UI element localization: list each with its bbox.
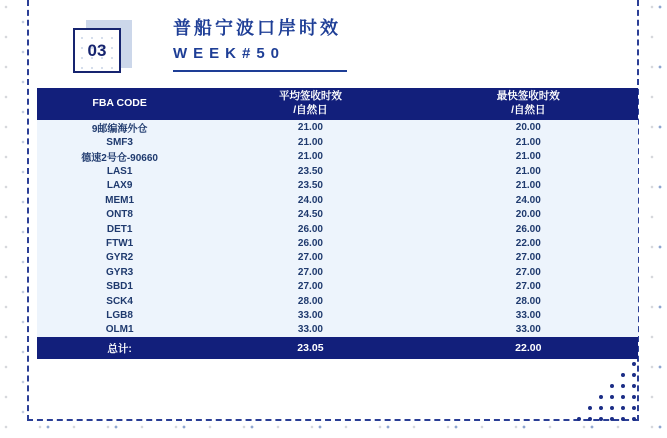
cell-fastest-time: 21.00 (515, 166, 541, 178)
cell-avg-time: 27.00 (297, 252, 323, 264)
cell-fba-code: SCK4 (106, 295, 133, 307)
header-cell-avg-time (202, 90, 418, 117)
table-row (37, 280, 638, 294)
cell-fastest-time: 20.00 (515, 209, 541, 221)
cell-fastest-time: 26.00 (515, 223, 541, 235)
header-fastest-line2: /自然日 (511, 104, 546, 116)
cell-fba-code: GYR2 (106, 252, 134, 264)
badge-number: 03 (87, 40, 107, 60)
header-avg-line2: /自然日 (293, 104, 328, 116)
table-row (37, 251, 638, 265)
cell-fastest-time: 28.00 (515, 295, 541, 307)
cell-fba-code: 德速2号仓-90660 (81, 153, 158, 165)
week-label: WEEK#50 (173, 45, 286, 62)
cell-fastest-time: 21.00 (515, 180, 541, 192)
cell-fba-code: LAX9 (106, 180, 133, 192)
table-row (37, 135, 638, 149)
cell-avg-time: 33.00 (297, 324, 323, 336)
total-avg-value: 23.05 (297, 342, 324, 354)
cell-fba-code: 9邮编海外仓 (91, 124, 148, 135)
cell-avg-time: 26.00 (297, 223, 323, 235)
header-avg-line1: 平均签收时效 (278, 90, 342, 103)
cell-fastest-time: 33.00 (515, 324, 541, 336)
cell-fba-code: LAS1 (106, 166, 133, 178)
section-number-badge (73, 28, 121, 73)
cell-avg-time: 24.00 (297, 194, 323, 206)
content-panel (27, 0, 639, 421)
table-row (37, 265, 638, 279)
table-row (37, 236, 638, 250)
cell-fba-code: LGB8 (106, 309, 133, 321)
cell-fastest-time: 33.00 (515, 309, 541, 321)
header-cell-fastest-time (419, 90, 638, 117)
cell-avg-time: 33.00 (297, 309, 323, 321)
cell-fba-code: DET1 (106, 223, 133, 235)
cell-fba-code: SBD1 (106, 281, 133, 293)
table-row (37, 179, 638, 193)
cell-avg-time: 23.50 (297, 166, 323, 178)
cell-avg-time: 28.00 (297, 295, 323, 307)
cell-avg-time: 23.50 (297, 180, 323, 192)
header-fastest-line1: 最快签收时效 (496, 90, 560, 103)
cell-avg-time: 24.50 (297, 209, 323, 221)
cell-fastest-time: 27.00 (515, 281, 541, 293)
cell-fastest-time: 21.00 (515, 136, 541, 148)
table-row (37, 164, 638, 178)
cell-avg-time: 21.00 (297, 151, 323, 163)
table-row (37, 308, 638, 322)
cell-fastest-time: 20.00 (515, 122, 541, 133)
cell-fastest-time: 27.00 (515, 252, 541, 264)
port-times-table (37, 88, 638, 359)
table-row (37, 149, 638, 164)
header-cell-fba-code: FBA CODE (92, 97, 147, 110)
cell-avg-time: 26.00 (297, 238, 323, 250)
cell-avg-time: 27.00 (297, 281, 323, 293)
cell-fba-code: MEM1 (105, 194, 135, 206)
table-row (37, 323, 638, 337)
table-row (37, 294, 638, 308)
title-underline (173, 70, 347, 72)
cell-fba-code: SMF3 (106, 136, 133, 148)
total-label: 总计: (107, 342, 132, 355)
cell-fba-code: ONT8 (106, 209, 133, 221)
cell-fba-code: OLM1 (105, 324, 134, 336)
cell-avg-time: 21.00 (297, 122, 323, 133)
table-body (37, 120, 638, 337)
cell-avg-time: 27.00 (297, 266, 323, 278)
cell-fastest-time: 27.00 (515, 266, 541, 278)
page-title: 普船宁波口岸时效 (173, 18, 341, 38)
cell-fastest-time: 22.00 (515, 238, 541, 250)
table-row (37, 208, 638, 222)
cell-fastest-time: 24.00 (515, 194, 541, 206)
cell-avg-time: 21.00 (297, 136, 323, 148)
cell-fba-code: FTW1 (106, 238, 134, 250)
cell-fba-code: GYR3 (106, 266, 134, 278)
table-header-row (37, 88, 638, 120)
table-row (37, 193, 638, 207)
table-row (37, 120, 638, 135)
total-fastest-value: 22.00 (515, 342, 542, 354)
cell-fastest-time: 21.00 (515, 151, 541, 163)
corner-dots-decoration (632, 362, 636, 366)
table-total-row (37, 337, 638, 359)
table-row (37, 222, 638, 236)
